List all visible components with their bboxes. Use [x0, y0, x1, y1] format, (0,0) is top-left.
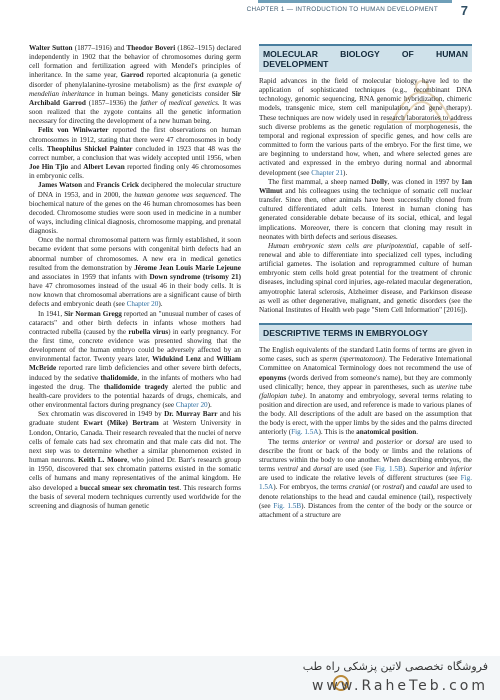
header-rule	[258, 0, 452, 3]
section-heading-molecular-biology: MOLECULAR BIOLOGY OF HUMAN DEVELOPMENT	[259, 44, 472, 72]
section-heading-descriptive-terms: DESCRIPTIVE TERMS IN EMBRYOLOGY	[259, 323, 472, 341]
footer-banner	[0, 652, 500, 700]
chapter-link[interactable]: Chapter 21	[311, 168, 344, 177]
figure-link[interactable]: Fig. 1.5B	[273, 501, 302, 510]
footer-persian-text: فروشگاه تخصصی لاتین پزشکی راه طب	[302, 660, 488, 673]
left-column	[29, 44, 241, 511]
footer-url[interactable]: www.RaheTeb.com	[311, 678, 488, 694]
paragraph-dolly: The first mammal, a sheep named Dolly, was cloned in 1997 by Ian Wilmut and his colleagues using the technique of somatic cell nuclear transfer. Since then, other animals have been successfully cloned from cultured differentiated adult cells. Interest in human cloning has generated considerable debate because of its social, ethical, and legal implications. Moreover, there is concern that cloning may result in neonates with birth defects and serious diseases.	[259, 177, 472, 241]
figure-link[interactable]: Fig. 1.5A	[259, 474, 472, 492]
figure-link[interactable]: Fig. 1.5A	[291, 428, 319, 437]
chapter-link[interactable]: Chapter 20	[175, 401, 208, 410]
paragraph-winiwarter: Felix von Winiwarter reported the first observations on human chromosomes in 1912, stating that there were 47 chromosomes in body cells. Theophilus Shickel Painter concluded in 1923 that 48 was the correct number, a conclusion that was widely accepted until 1956, when Joe Hin Tjio and Albert Levan reported finding only 46 chromosomes in embryonic cells.	[29, 126, 241, 181]
paragraph-lejeune: Once the normal chromosomal pattern was firmly established, it soon became evident that some persons with congenital birth defects had an abnormal number of chromosomes. A new era in medical genetics resulted from the demonstration by Jérome Jean Louis Marie Lejeune and associates in 1959 that infants with Down syndrome (trisomy 21) have 47 chromosomes instead of the usual 46 in their body cells. It is now known that chromosomal aberrations are a significant cause of birth defects and embryonic death (see Chapter 20).	[29, 236, 242, 309]
paragraph-stem-cells: Human embryonic stem cells are pluripotential, capable of self-renewal and able to differentiate into specialized cell types, including artificial gametes. The isolation and reprogrammed culture of human embryonic stem cells hold great potential for the treatment of chronic diseases, including spinal cord injuries, age-related macular degeneration, amyotrophic lateral sclerosis, Alzheimer disease, and Parkinson disease as well as other degenerative, malignant, and genetic disorders (see the National Institutes of Health web page "Stem Cell Information" [2016]).	[259, 241, 472, 314]
figure-link[interactable]: Fig. 1.5B	[375, 465, 403, 474]
paragraph-english-equivalents: The English equivalents of the standard Latin forms of terms are given in some cases, such as sperm (spermatozoon). The Federative International Committee on Anatomical Terminology does not recommend the use of eponyms (words derived from someone's name), but they are commonly used clinically; hence, they appear in parentheses, such as uterine tube (fallopian tube). In anatomy and embryology, several terms relating to position and direction are used, and reference is made to various planes of the body. All descriptions of the adult are based on the assumption that the body is erect, with the upper limbs by the sides and the palms directed anteriorly (Fig. 1.5A). This is the anatomical position.	[259, 346, 473, 437]
running-title: CHAPTER 1 — INTRODUCTION TO HUMAN DEVELOPMENT	[246, 6, 438, 13]
paragraph-barr: Sex chromatin was discovered in 1949 by Dr. Murray Barr and his graduate student Ewart (Mike) Bertram at Western University in London, Ontario, Canada. Their research revealed that the nuclei of nerve cells of female cats had sex chromatin and that male cats did not. The next step was to determine whether a similar phenomenon existed in human neurons. Keith L. Moore, who joined Dr. Barr's research group in 1950, discovered that sex chromatin patterns existed in the somatic cells of humans and many representatives of the animal kingdom. He also developed a buccal smear sex chromatin test. This research forms the basis of several modern techniques currently used worldwide for the screening and diagnosis of human genetic	[29, 410, 242, 510]
chapter-link[interactable]: Chapter 20	[126, 300, 159, 309]
running-header	[0, 0, 500, 24]
page-number: 7	[460, 3, 468, 18]
paragraph-gregg: In 1941, Sir Norman Gregg reported an "unusual number of cases of cataracts" and other birth defects in infants whose mothers had contracted rubella (caused by the rubella virus) in early pregnancy. For the first time, concrete evidence was presented showing that the development of the human embryo could be adversely affected by an environmental factor. Twenty years later, Widukind Lenz and William McBride reported rare limb deficiencies and other severe birth defects, induced by the sedative thalidomide, in the infants of mothers who had ingested the drug. The thalidomide tragedy alerted the public and health-care providers to the potential hazards of drugs, chemicals, and other environmental factors during pregnancy (see Chapter 20).	[29, 309, 241, 410]
paragraph-sutton-boveri: Walter Sutton (1877–1916) and Theodor Boveri (1862–1915) declared independently in 1902 that the behavior of chromosomes during germ cell formation and fertilization agreed with Mendel's principles of inheritance. In the same year, Garrod reported alcaptonuria (a genetic disorder of phenylalanine-tyrosine metabolism) as the first example of mendelian inheritance in human beings. Many geneticists consider Sir Archibald Garrod (1857–1936) the father of medical genetics. It was soon realized that the zygote contains all the genetic information necessary for directing the development of a new human being.	[29, 44, 241, 126]
paragraph-anterior-posterior: The terms anterior or ventral and posterior or dorsal are used to describe the front or back of the body or limbs and the relations of structures within the body to one another. When describing embryos, the terms ventral and dorsal are used (see Fig. 1.5B). Superior and inferior are used to indicate the relative levels of different structures (see Fig. 1.5A). For embryos, the terms cranial (or rostral) and caudal are used to denote relationships to the head and caudal eminence (tail), respectively (see Fig. 1.5B). Distances from the center of the body or the source or attachment of a structure are	[259, 437, 472, 519]
right-column	[259, 44, 472, 520]
paragraph-watson-crick: James Watson and Francis Crick deciphered the molecular structure of DNA in 1953, and in 2000, the human genome was sequenced. The biochemical nature of the genes on the 46 human chromosomes has been decoded. Chromosome studies were soon used in medicine in a number of ways, including clinical diagnosis, chromosome mapping, and prenatal diagnosis.	[29, 181, 241, 236]
paragraph-molecular-advances: Rapid advances in the field of molecular biology have led to the application of sophisticated techniques (e.g., recombinant DNA technology, genomic sequencing, RNA genomic hybridization, chimeric models, transgenic mice, stem cell manipulation, and gene therapy). These techniques are now widely used in research laboratories to address such diverse problems as the genetic regulation of morphogenesis, the temporal and regional expression of specific genes, and how cells are committed to form the various parts of the embryo. For the first time, we are beginning to understand how, when, and where selected genes are activated and expressed in the embryo during normal and abnormal development (see Chapter 21).	[259, 77, 472, 177]
